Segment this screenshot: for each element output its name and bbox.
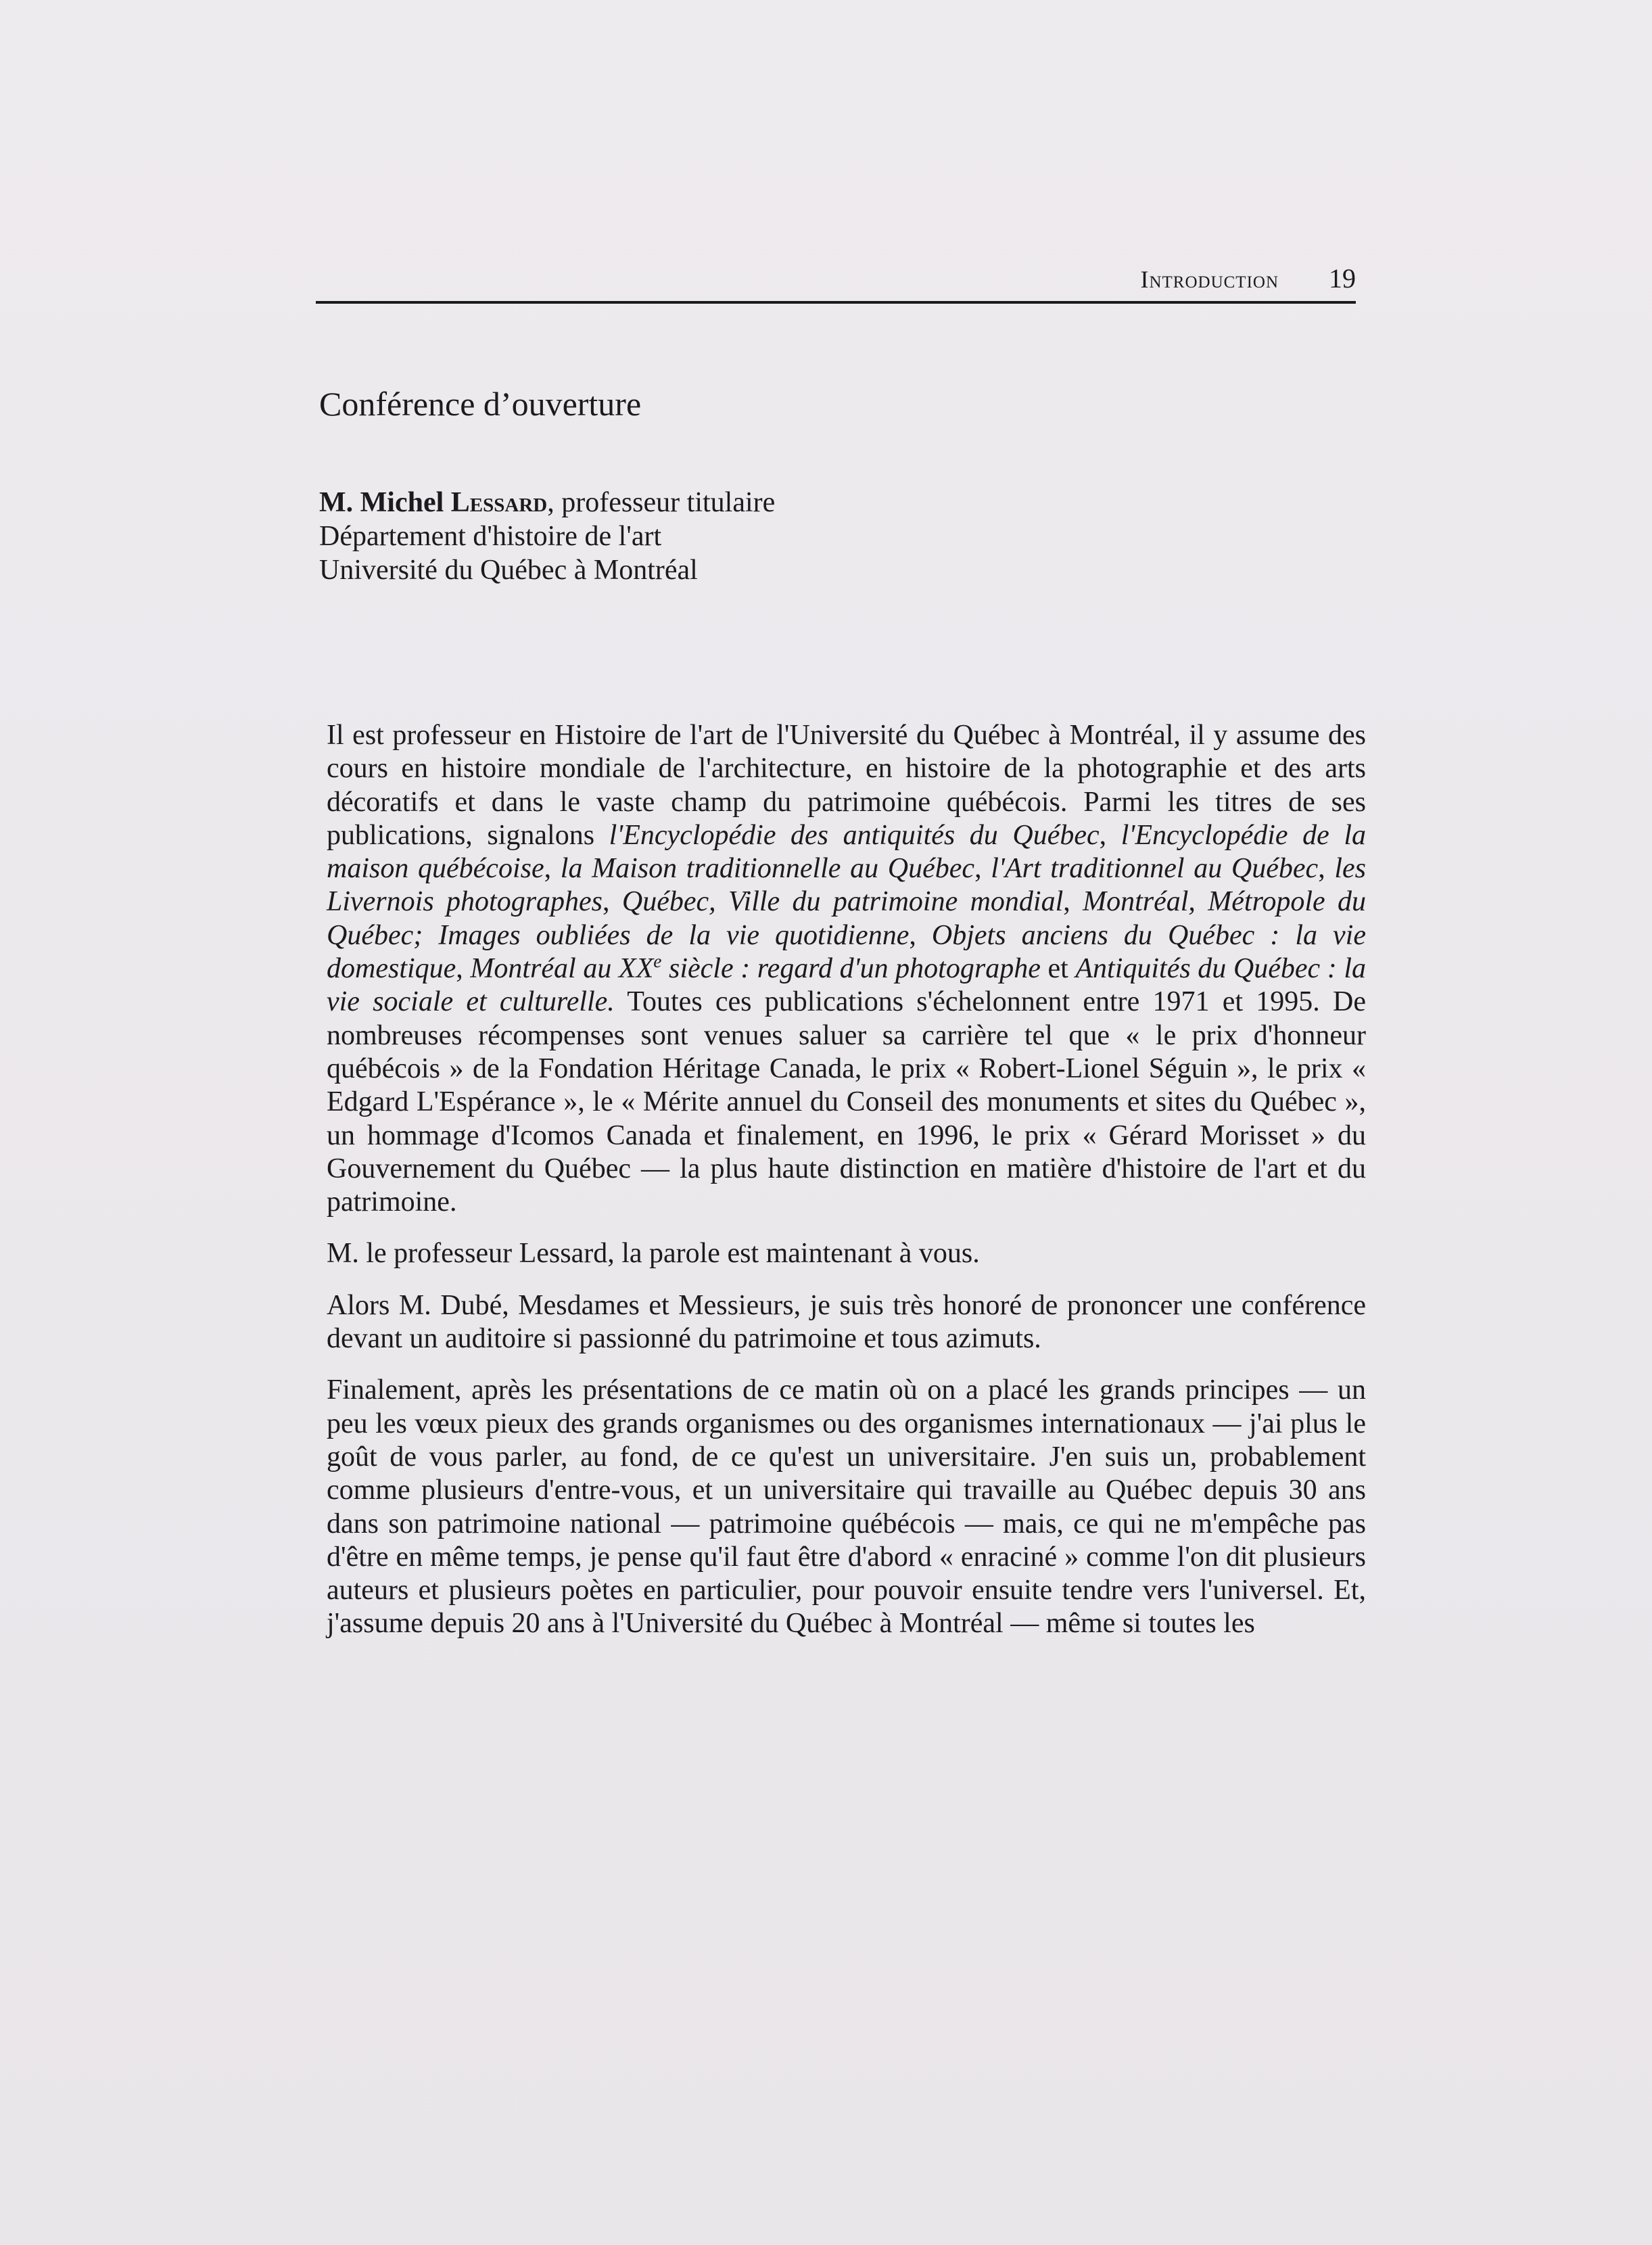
italic-title: la Maison traditionnelle au Québec (560, 853, 975, 885)
paragraph-text: , (974, 853, 991, 885)
body-text (327, 719, 1366, 1641)
running-header (316, 260, 1356, 304)
author-name: M. Michel (319, 487, 444, 518)
paragraph-text: , (1063, 886, 1083, 918)
author-surname: Lessard (450, 487, 548, 518)
italic-title: Montréal au XX (470, 953, 654, 985)
header-right-group (1140, 262, 1356, 294)
italic-title: Montréal, Métropole du Québec; Images oubliées de la vie quotidienne (327, 886, 1367, 951)
paragraph-text: Alors M. Dubé, Mesdames et Messieurs, je suis très honoré de prononcer une conférence devant un auditoire si passionné du patrimoine et tous azimuts. (327, 1289, 1366, 1355)
author-line (319, 486, 775, 519)
section-title: Conférence d’ouverture (319, 385, 642, 423)
superscript-text: e (653, 951, 662, 972)
italic-title: les Livernois photographes (327, 853, 1367, 918)
page-number: 19 (1329, 263, 1356, 294)
italic-title: l'Art traditionnel au Québec (991, 853, 1319, 885)
paragraph-text: Toutes ces publications s'échelonnent entre 1971 et 1995. De nombreuses récompenses sont venues saluer sa carrière tel que « le prix d'honneur québécois » de la Fondation Héritage Canada, le prix « Robert-Lionel Séguin », le prix « Edgard L'Espérance », le « Mérite annuel du Conseil des monuments et sites du Québec », un hommage d'Icomos Canada et finalement, en 1996, le prix « Gérard Morisset » du Gouvernement du Québec — la plus haute distinction en matière d'histoire de l'art et du patrimoine. (327, 986, 1366, 1218)
author-block (319, 486, 775, 587)
paragraph-text: , (909, 919, 932, 951)
paragraph-text: , (1318, 853, 1335, 885)
paragraph-text: , (603, 886, 622, 918)
paragraph (327, 719, 1366, 1219)
paragraph-text: Il est professeur en Histoire de l'art de l'Université du Québec à Montréal, il y assume des cours en histoire mondiale de l'architecture, en histoire de la photographie et des arts décoratifs et dans le vaste champ du patrimoine québécois. Parmi les titres de ses publications, signalons (327, 720, 1366, 851)
italic-title: Antiquités du Québec : la vie sociale et culturelle. (327, 953, 1367, 1018)
author-department: Département d'histoire de l'art (319, 521, 662, 552)
paragraph (327, 1289, 1366, 1356)
italic-title: Québec, Ville du patrimoine mondial (621, 886, 1064, 918)
author-role: , professeur titulaire (547, 487, 776, 518)
italic-title: Objets anciens du Québec : la vie domestique (327, 919, 1366, 985)
paragraph (327, 1374, 1366, 1640)
author-university: Université du Québec à Montréal (319, 555, 698, 586)
italic-title: l'Encyclopédie des antiquités du Québec (609, 819, 1100, 851)
paragraph-text: , (544, 853, 561, 885)
paragraph-text: , (456, 953, 471, 985)
paragraph (327, 1237, 1366, 1270)
paragraph-text: et (1040, 953, 1076, 985)
paragraph-text: , (1099, 819, 1121, 851)
italic-title: l'Encyclopédie de la maison québécoise (327, 819, 1366, 885)
italic-title: siècle : regard d'un photographe (661, 953, 1041, 985)
running-title: Introduction (1140, 266, 1279, 293)
paragraph-text: Finalement, après les présentations de ce matin où on a placé les grands principes — un peu les vœux pieux des grands organismes ou des organismes internationaux — j'ai plus le goût de vous parler, au fond, de ce qu'est un universitaire. J'en suis un, probablement comme plusieurs d'entre-vous, et un universitaire qui travaille au Québec depuis 30 ans dans son patrimoine national — patrimoine québécois — mais, ce qui ne m'empêche pas d'être en même temps, je pense qu'il faut être d'abord « enraciné » comme l'on dit plusieurs auteurs et plusieurs poètes en particulier, pour pouvoir ensuite tendre vers l'universel. Et, j'assume depuis 20 ans à l'Université du Québec à Montréal — même si toutes les (327, 1374, 1366, 1640)
paragraph-text: M. le professeur Lessard, la parole est maintenant à vous. (327, 1238, 980, 1270)
